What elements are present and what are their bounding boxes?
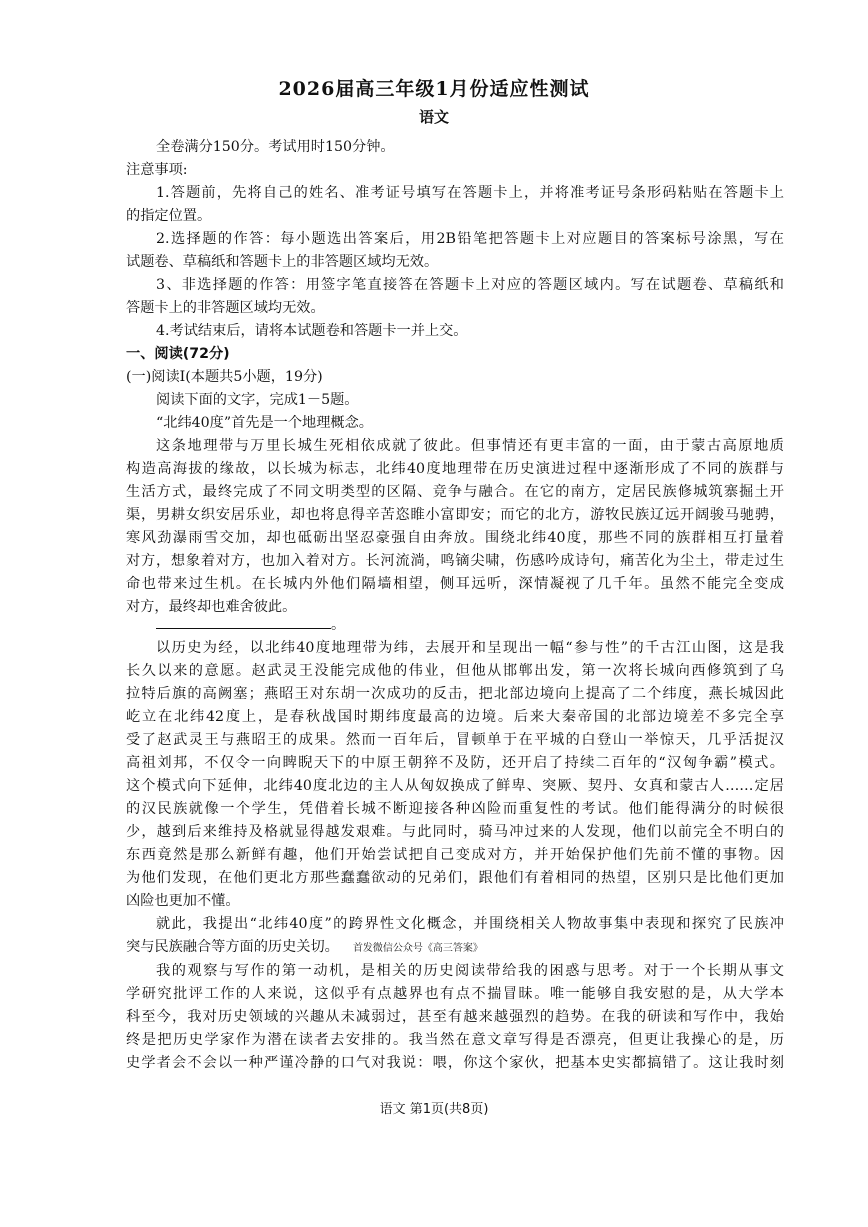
passage-p3-line: 凶险也更加不懂。 <box>126 893 240 909</box>
passage-p3-line: 受了赵武灵王与燕昭王的成果。然而一百年后，冒顿单于在平城的白登山一举惊天，几乎活捉汉 <box>126 732 784 748</box>
passage-p2-line: 对方，想象着对方，也加入着对方。长河流淌，鸣镝尖啸，伤感吟成诗句，痛苦化为尘土，带走过生 <box>126 553 784 569</box>
passage-p2-line: 构造高海拔的缘故，以长城为标志，北纬40度地理带在历史演进过程中逐渐形成了不同的族群与 <box>126 461 784 477</box>
section-heading: 一、阅读(72分) <box>126 346 230 362</box>
passage-p3-line: 以历史为经，以北纬40度地理带为纬，去展开和呈现出一幅“参与性”的千古江山图，这是我 <box>156 640 784 656</box>
subsection-heading: (一)阅读Ⅰ(本题共5小题，19分) <box>126 369 323 385</box>
notice-item-2: 2.选择题的作答：每小题选出答案后，用2B铅笔把答题卡上对应题目的答案标号涂黑，写在 <box>156 231 784 247</box>
notice-item-3-cont: 答题卡上的非答题区域均无效。 <box>126 300 325 316</box>
passage-p2-line: 渠，男耕女织安居乐业，却也将息得辛苦恣睢小富即安；而它的北方，游牧民族辽远开阔骏马驰骋， <box>126 507 784 523</box>
total-score-line: 全卷满分150分。考试用时150分钟。 <box>156 139 395 155</box>
fill-blank-line <box>126 614 784 637</box>
notice-item-4: 4.考试结束后，请将本试题卷和答题卡一并上交。 <box>156 323 468 339</box>
notice-item-3: 3、非选择题的作答：用签字笔直接答在答题卡上对应的答题区域内。写在试题卷、草稿纸和 <box>156 277 784 293</box>
passage-p2-line: 寒风劲瀑雨雪交加，却也砥砺出坚忍豪强自由奔放。围绕北纬40度，那些不同的族群相互打量着 <box>126 530 784 546</box>
page-footer: 语文 第1页(共8页) <box>379 1102 489 1117</box>
passage-p2-line: 这条地理带与万里长城生死相依成就了彼此。但事情还有更丰富的一面，由于蒙古高原地质 <box>156 438 784 454</box>
passage-p4-line: 就此，我提出“北纬40度”的跨界性文化概念，并围绕相关人物故事集中表现和探究了民族冲 <box>156 916 784 932</box>
passage-paragraph-1: “北纬40度”首先是一个地理概念。 <box>156 415 373 431</box>
passage-p5-line: 我的观察与写作的第一动机，是相关的历史阅读带给我的困惑与思考。对于一个长期从事文 <box>156 963 784 979</box>
passage-p2-line: 对方，最终却也难舍彼此。 <box>126 599 297 615</box>
notice-heading: 注意事项: <box>126 162 188 178</box>
exam-title: 2026届高三年级1月份适应性测试 <box>278 78 590 100</box>
passage-p3-line: 东西竟然是那么新鲜有趣，他们开始尝试把自己变成对方，并开始保护他们先前不懂的事物。因 <box>126 847 784 863</box>
passage-p5-line: 学研究批评工作的人来说，这似乎有点越界也有点不揣冒昧。唯一能够自我安慰的是，从大学本 <box>126 986 784 1002</box>
fill-blank <box>156 616 331 629</box>
passage-p2-line: 命也带来过生机。在长城内外他们隔墙相望，侧耳远听，深情凝视了几千年。虽然不能完全变成 <box>126 576 784 592</box>
passage-p3-line: 为他们发现，在他们更北方那些蠢蠢欲动的兄弟们，跟他们有着相同的热望，区别只是比他们更加 <box>126 870 784 886</box>
passage-p3-line: 长久以来的意愿。赵武灵王没能完成他的伟业，但他从邯郸出发，第一次将长城向西修筑到了乌 <box>126 663 784 679</box>
passage-p2-line: 生活方式，最终完成了不同文明类型的区隔、竞争与融合。在它的南方，定居民族修城筑寨掘土开 <box>126 484 784 500</box>
passage-p3-line: 这个模式向下延伸，北纬40度北边的主人从匈奴换成了鲜卑、突厥、契丹、女真和蒙古人……定居 <box>126 778 784 794</box>
reading-instruction: 阅读下面的文字，完成1－5题。 <box>156 392 359 408</box>
passage-p5-line: 史学者会不会以一种严谨冷静的口气对我说：喂，你这个家伙，把基本史实都搞错了。这让我时刻 <box>126 1055 784 1071</box>
notice-item-1: 1.答题前，先将自己的姓名、准考证号填写在答题卡上，并将准考证号条形码粘贴在答题卡上 <box>156 185 784 201</box>
passage-p5-line: 终是把历史学家作为潜在读者去安排的。我当然在意文章写得是否漂亮，但更让我操心的是，历 <box>126 1032 784 1048</box>
passage-p5-line: 科至今，我对历史领域的兴趣从未减弱过，甚至有越来越强烈的趋势。在我的研读和写作中，我始 <box>126 1009 784 1025</box>
watermark-text: 首发微信公众号《高三答案》 <box>352 943 483 954</box>
notice-item-1-cont: 的指定位置。 <box>126 208 212 224</box>
passage-p3-line: 屹立在北纬42度上，是春秋战国时期纬度最高的边境。后来大秦帝国的北部边境差不多完全享 <box>126 709 784 725</box>
passage-p3-line: 高祖刘邦，不仅令一向睥睨天下的中原王朝猝不及防，还开启了持续二百年的“汉匈争霸”模式。 <box>126 755 784 771</box>
passage-paragraph-3 <box>126 637 784 1075</box>
notice-item-2-cont: 试题卷、草稿纸和答题卡上的非答题区域均无效。 <box>126 254 439 270</box>
passage-p4-line <box>126 936 784 960</box>
passage-p3-line: 少，越到后来维持及格就显得越发艰难。与此同时，骑马冲过来的人发现，他们以前完全不明白的 <box>126 824 784 840</box>
passage-p3-line: 的汉民族就像一个学生，凭借着长城不断迎接各种凶险而重复性的考试。他们能得满分的时候很 <box>126 801 784 817</box>
fill-blank-end: 。 <box>331 617 346 633</box>
passage-p3-line: 拉特后旗的高阙塞；燕昭王对东胡一次成功的反击，把北部边境向上提高了二个纬度，燕长城因此 <box>126 686 784 702</box>
passage-p4-text: 突与民族融合等方面的历史关切。 <box>126 939 339 955</box>
subject-label: 语文 <box>418 108 449 126</box>
notice-block <box>126 136 784 619</box>
